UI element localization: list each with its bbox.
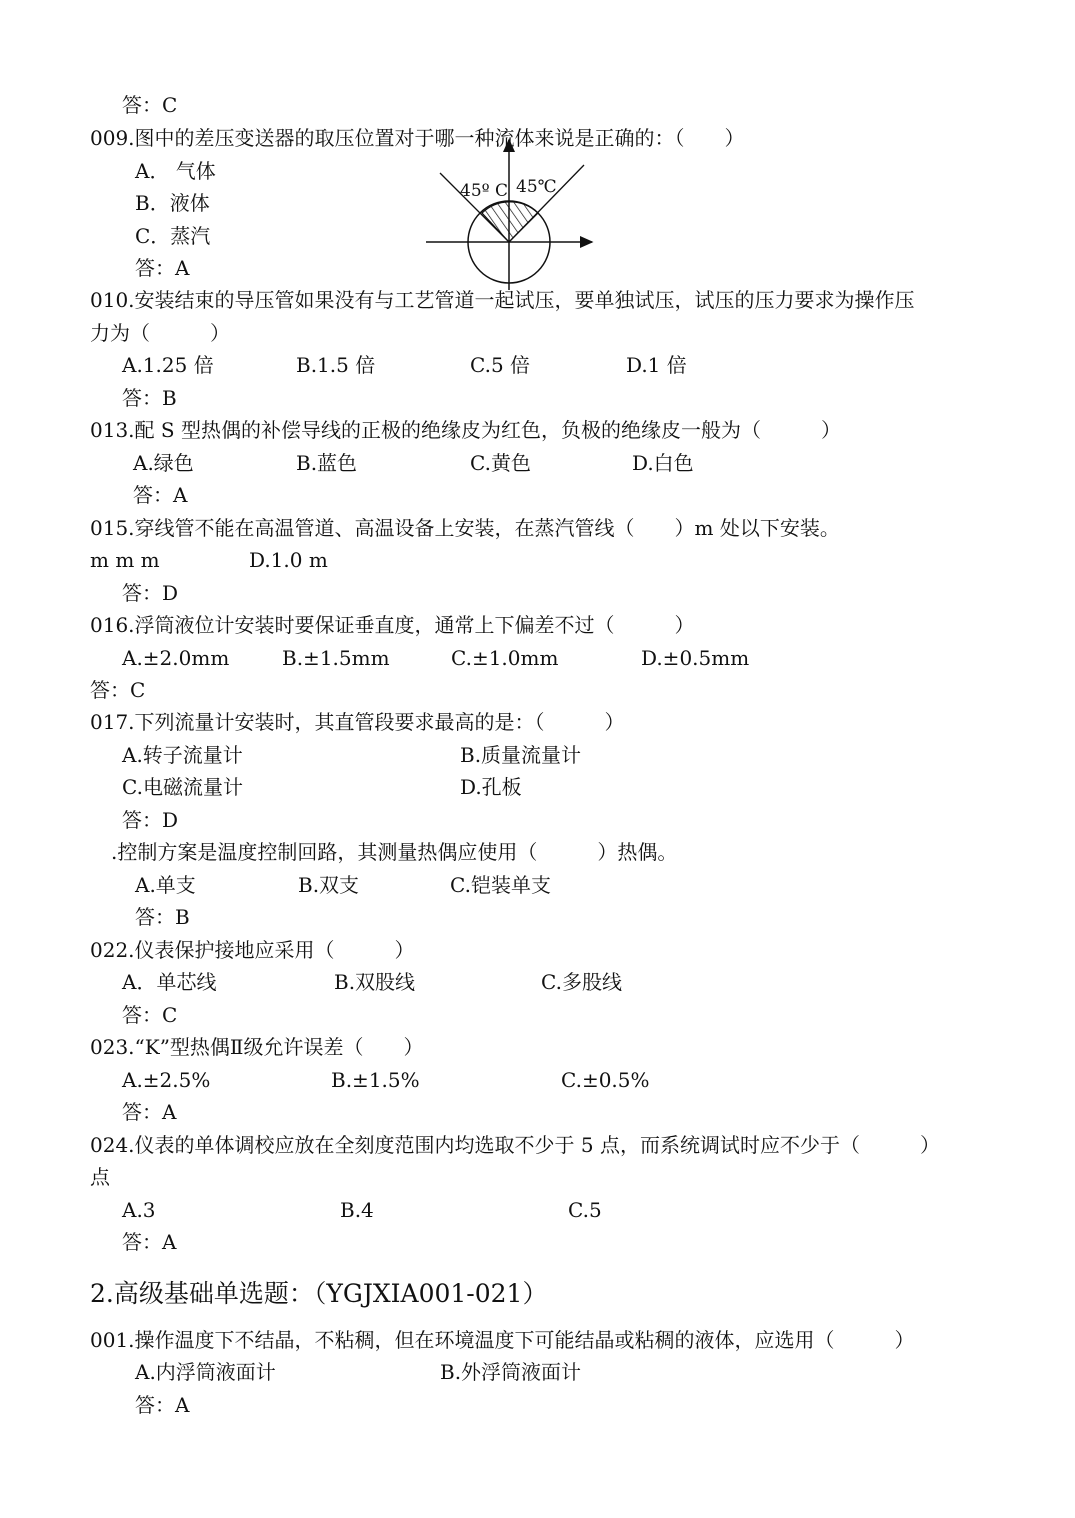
text-line: 答：B: [122, 386, 177, 410]
text-line: 016.浮筒液位计安装时要保证垂直度，通常上下偏差不过（ ）: [90, 613, 695, 637]
text-line: A.±2.5%: [122, 1068, 211, 1092]
text-line: B.±1.5mm: [282, 646, 390, 670]
text-line: 024.仪表的单体调校应放在全刻度范围内均选取不少于 5 点，而系统调试时应不少于（ ）: [90, 1133, 940, 1157]
text-line: 答：A: [133, 483, 188, 507]
hatched-sector: [482, 202, 538, 242]
text-line: D.1.0 m: [249, 548, 328, 572]
text-line: C.电磁流量计: [122, 775, 243, 799]
text-line: 010.安装结束的导压管如果没有与工艺管道一起试压，要单独试压，试压的压力要求为操作压: [90, 288, 915, 312]
text-line: A.单支: [135, 873, 196, 897]
text-line: A.±2.0mm: [122, 646, 230, 670]
text-line: 答：A: [135, 256, 190, 280]
text-line: A.绿色: [133, 451, 194, 475]
text-line: .控制方案是温度控制回路，其测量热偶应使用（ ）热偶。: [111, 840, 678, 864]
text-line: B.1.5 倍: [296, 353, 376, 377]
text-line: B.蓝色: [296, 451, 358, 475]
text-line: 017.下列流量计安装时，其直管段要求最高的是：（ ）: [90, 710, 625, 734]
text-line: 答：C: [122, 1003, 178, 1027]
pressure-tap-diagram-svg: [420, 130, 600, 290]
section-heading: 2.高级基础单选题：（YGJXIA001-021）: [90, 1279, 548, 1308]
text-line: D.±0.5mm: [641, 646, 750, 670]
text-line: 009.图中的差压变送器的取压位置对于哪一种流体来说是正确的：（ ）: [90, 126, 745, 150]
text-line: 答：D: [122, 581, 179, 605]
text-line: 015.穿线管不能在高温管道、高温设备上安装，在蒸汽管线（ ）m 处以下安装。: [90, 516, 840, 540]
text-line: B.4: [340, 1198, 374, 1222]
text-line: 答：D: [122, 808, 179, 832]
text-line: D.孔板: [460, 775, 522, 799]
text-line: 答：A: [135, 1393, 190, 1417]
text-line: A.3: [122, 1198, 156, 1222]
text-line: 022.仪表保护接地应采用（ ）: [90, 938, 415, 962]
text-line: 答：A: [122, 1230, 177, 1254]
text-line: A． 气体: [135, 159, 216, 183]
text-line: C.±0.5%: [561, 1068, 650, 1092]
text-line: A．单芯线: [122, 970, 217, 994]
text-line: 023.“K”型热偶Ⅱ级允许误差（ ）: [90, 1035, 424, 1059]
text-line: 力为（ ）: [90, 321, 230, 345]
text-line: B.双股线: [334, 970, 416, 994]
text-line: 答：B: [135, 905, 190, 929]
text-line: B.双支: [298, 873, 360, 897]
text-line: C.±1.0mm: [451, 646, 559, 670]
text-line: m m m: [90, 548, 160, 572]
text-line: C．蒸汽: [135, 224, 211, 248]
text-line: A.内浮筒液面计: [135, 1360, 276, 1384]
text-line: B.质量流量计: [460, 743, 582, 767]
text-line: 点: [90, 1165, 110, 1189]
text-line: C.5 倍: [470, 353, 531, 377]
text-line: 013.配 S 型热偶的补偿导线的正极的绝缘皮为红色，负极的绝缘皮一般为（ ）: [90, 418, 841, 442]
text-line: 001.操作温度下不结晶，不粘稠，但在环境温度下可能结晶或粘稠的液体，应选用（ ）: [90, 1328, 915, 1352]
text-line: A.1.25 倍: [122, 353, 214, 377]
text-line: 答：A: [122, 1100, 177, 1124]
angle-label-left: 45º C: [460, 181, 509, 201]
text-line: C.多股线: [541, 970, 622, 994]
text-line: C.5: [568, 1198, 602, 1222]
pressure-tap-diagram: [420, 130, 600, 290]
text-line: D.白色: [632, 451, 694, 475]
text-line: B．液体: [135, 191, 210, 215]
text-line: B.±1.5%: [331, 1068, 420, 1092]
text-line: 答：C: [122, 93, 178, 117]
text-line: 答：C: [90, 678, 146, 702]
text-line: C.黄色: [470, 451, 531, 475]
text-line: B.外浮筒液面计: [440, 1360, 582, 1384]
text-line: D.1 倍: [626, 353, 687, 377]
text-line: A.转子流量计: [122, 743, 243, 767]
text-line: C.铠装单支: [450, 873, 551, 897]
angle-label-right: 45℃: [516, 177, 557, 197]
